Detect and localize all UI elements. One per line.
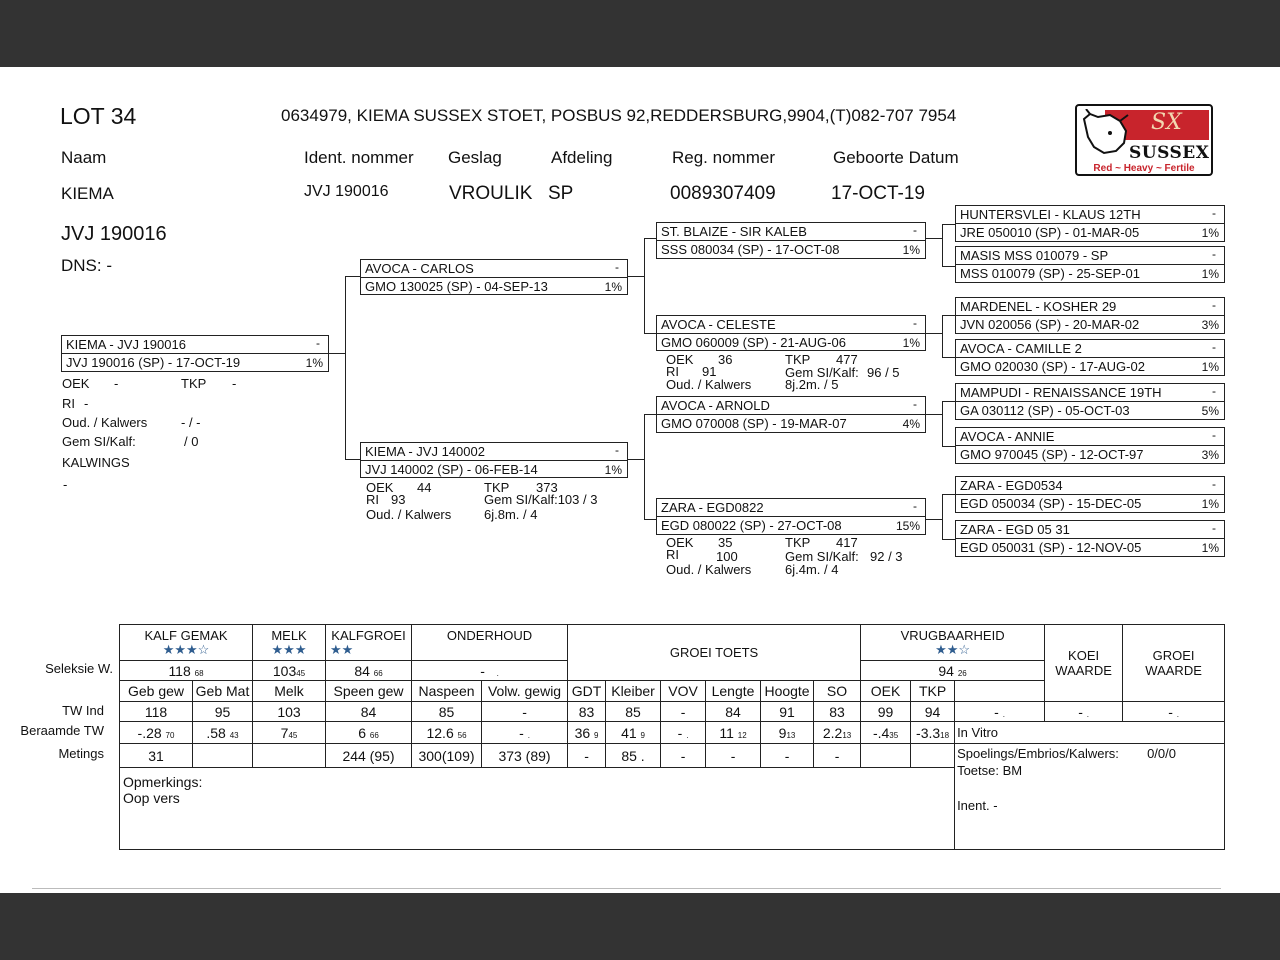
sub-lengte: Lengte: [706, 681, 761, 702]
ident-big: JVJ 190016: [61, 223, 167, 245]
row-label-metings: Metings: [58, 746, 104, 761]
ggp-box-5: MAMPUDI - RENAISSANCE 19TH - GA 030112 (SP) - 05-OCT-03 5%: [955, 383, 1225, 420]
col-naam: Naam: [61, 148, 107, 167]
col-geslag: Geslag: [448, 148, 502, 167]
sussex-logo: SX SUSSEX Red ~ Heavy ~ Fertile: [1075, 104, 1213, 176]
ggp-box-2: MASIS MSS 010079 - SP - MSS 010079 (SP) - 25-SEP-01 1%: [955, 246, 1225, 283]
spoelings-panel: Spoelings/Embrios/Kalwers: 0/0/0 Toetse: BM Inent. -: [955, 744, 1225, 850]
val-geboorte: 17-OCT-19: [831, 183, 925, 204]
metings-cell: [253, 744, 326, 768]
tw-cell: 84: [326, 702, 412, 722]
sel-onder: - .: [412, 661, 568, 681]
beraamde-cell: 41 9: [606, 722, 661, 744]
ggp-box-1: HUNTERSVLEI - KLAUS 12TH - JRE 050010 (SP) - 01-MAR-05 1%: [955, 205, 1225, 242]
beraamde-cell: 11 12: [706, 722, 761, 744]
melk-stars-icon: ★★★: [271, 642, 307, 657]
col-ident: Ident. nommer: [304, 148, 414, 167]
sub-kleiber: Kleiber: [606, 681, 661, 702]
val-naam: KIEMA: [61, 184, 114, 203]
metings-cell: 244 (95): [326, 744, 412, 768]
dns: DNS: -: [61, 256, 112, 275]
hdr-koei-waarde: KOEI WAARDE: [1045, 625, 1123, 702]
animal-box: KIEMA - JVJ 190016 - JVJ 190016 (SP) - 17-OCT-19 1%: [61, 335, 329, 372]
tw-cell: 95: [193, 702, 253, 722]
beraamde-cell: 6 66: [326, 722, 412, 744]
hdr-groei-waarde: GROEI WAARDE: [1123, 625, 1225, 702]
tw-cell: 83: [568, 702, 606, 722]
val-reg: 0089307409: [670, 183, 776, 204]
tw-cell: -: [482, 702, 568, 722]
beraamde-cell: 2.213: [814, 722, 861, 744]
sub-speen-gew: Speen gew: [326, 681, 412, 702]
beraamde-cell: 12.6 56: [412, 722, 482, 744]
beraamde-cell: 913: [761, 722, 814, 744]
sub-naspeen: Naspeen: [412, 681, 482, 702]
ggp-box-7: ZARA - EGD0534 - EGD 050034 (SP) - 15-DEC-05 1%: [955, 476, 1225, 513]
hdr-kalf-gemak: KALF GEMAK ★★★☆: [120, 625, 253, 661]
metings-cell: -: [814, 744, 861, 768]
sel-vrug: 94 26: [861, 661, 1045, 681]
sub-hoogte: Hoogte: [761, 681, 814, 702]
logo-tagline: Red ~ Heavy ~ Fertile: [1093, 163, 1195, 174]
in-vitro: In Vitro: [955, 722, 1225, 744]
tw-cell: 99: [861, 702, 911, 722]
sire-box: AVOCA - CARLOS - GMO 130025 (SP) - 04-SEP-13 1%: [360, 259, 628, 295]
dam-box: KIEMA - JVJ 140002 - JVJ 140002 (SP) - 06-FEB-14 1%: [360, 442, 628, 478]
sub-geb-mat: Geb Mat: [193, 681, 253, 702]
tw-cell: 85: [412, 702, 482, 722]
metings-cell: -: [706, 744, 761, 768]
gp-box-4: ZARA - EGD0822 - EGD 080022 (SP) - 27-OCT-08 15%: [656, 498, 926, 535]
performance-table: [119, 624, 1225, 850]
produksie-waarde-value: - .: [1123, 702, 1225, 722]
beraamde-cell: -.435: [861, 722, 911, 744]
col-afdeling: Afdeling: [551, 148, 613, 167]
tw-cell: 103: [253, 702, 326, 722]
tw-cell: 84: [706, 702, 761, 722]
metings-cell: 300(109): [412, 744, 482, 768]
metings-cell: -: [661, 744, 706, 768]
sub-tkp: TKP: [911, 681, 955, 702]
lot-number: LOT 34: [60, 103, 137, 129]
hdr-kalfgroei: KALFGROEI ★★: [326, 625, 412, 661]
metings-cell: 85 .: [606, 744, 661, 768]
row-label-twind: TW Ind: [62, 703, 104, 718]
top-bar: [0, 0, 1280, 67]
metings-cell: [911, 744, 955, 768]
logo-name: SUSSEX: [1129, 143, 1210, 163]
sel-melk: 10345: [253, 661, 326, 681]
gp-box-2: AVOCA - CELESTE - GMO 060009 (SP) - 21-AUG-06 1%: [656, 315, 926, 351]
tw-cell: 83: [814, 702, 861, 722]
hdr-onderhoud: ONDERHOUD: [412, 625, 568, 661]
kalfgroei-stars-icon: ★★: [330, 642, 354, 657]
opmerkings: Opmerkings: Oop vers: [120, 768, 955, 850]
sub-vov: VOV: [661, 681, 706, 702]
owner-info: 0634979, KIEMA SUSSEX STOET, POSBUS 92,REDDERSBURG,9904,(T)082-707 7954: [281, 106, 957, 125]
hdr-vrugbaarheid: VRUGBAARHEID ★★☆: [861, 625, 1045, 661]
sub-melk: Melk: [253, 681, 326, 702]
ggp-box-4: AVOCA - CAMILLE 2 - GMO 020030 (SP) - 17-AUG-02 1%: [955, 339, 1225, 376]
divider: [32, 888, 1221, 889]
val-afdeling: SP: [548, 183, 574, 204]
sub-so: SO: [814, 681, 861, 702]
col-reg: Reg. nommer: [672, 148, 775, 167]
val-ident: JVJ 190016: [304, 183, 389, 200]
tw-cell: 94: [911, 702, 955, 722]
sel-groei: 84 66: [326, 661, 412, 681]
beraamde-cell: 36 9: [568, 722, 606, 744]
gp-box-3: AVOCA - ARNOLD - GMO 070008 (SP) - 19-MAR-07 4%: [656, 396, 926, 433]
beraamde-cell: 745: [253, 722, 326, 744]
hdr-melk: MELK ★★★: [253, 625, 326, 661]
metings-cell: [861, 744, 911, 768]
metings-cell: -: [761, 744, 814, 768]
metings-cell: 31: [120, 744, 193, 768]
tw-cell: -: [661, 702, 706, 722]
hdr-groei-toets: GROEI TOETS: [568, 625, 861, 681]
groei-waarde-value: - .: [1045, 702, 1123, 722]
ggp-box-8: ZARA - EGD 05 31 - EGD 050031 (SP) - 12-NOV-05 1%: [955, 520, 1225, 557]
tw-cell: 118: [120, 702, 193, 722]
metings-cell: -: [568, 744, 606, 768]
val-geslag: VROULIK: [449, 183, 533, 204]
tw-cell: 91: [761, 702, 814, 722]
ggp-box-3: MARDENEL - KOSHER 29 - JVN 020056 (SP) - 20-MAR-02 3%: [955, 297, 1225, 334]
sub-geb-gew: Geb gew: [120, 681, 193, 702]
sub-volw-gewig: Volw. gewig: [482, 681, 568, 702]
metings-cell: 373 (89): [482, 744, 568, 768]
sub-oek: OEK: [861, 681, 911, 702]
vrugbaarheid-stars-icon: ★★☆: [935, 642, 971, 657]
beraamde-cell: - .: [482, 722, 568, 744]
sub-gdt: GDT: [568, 681, 606, 702]
beraamde-cell: .58 43: [193, 722, 253, 744]
beraamde-cell: -.28 70: [120, 722, 193, 744]
sel-kalf: 118 68: [120, 661, 253, 681]
col-geboorte: Geboorte Datum: [833, 148, 959, 167]
row-label-seleksie: Seleksie W.: [45, 661, 113, 676]
gp-box-1: ST. BLAIZE - SIR KALEB - SSS 080034 (SP) - 17-OCT-08 1%: [656, 222, 926, 259]
ggp-box-6: AVOCA - ANNIE - GMO 970045 (SP) - 12-OCT-97 3%: [955, 427, 1225, 464]
beraamde-cell: - .: [661, 722, 706, 744]
tw-cell: 85: [606, 702, 661, 722]
row-label-beraamde: Beraamde TW: [20, 723, 104, 738]
kalf-gemak-stars-icon: ★★★☆: [162, 642, 210, 657]
koei-waarde-value: - .: [955, 702, 1045, 722]
bottom-bar: [0, 893, 1280, 960]
metings-cell: [193, 744, 253, 768]
beraamde-cell: -3.318: [911, 722, 955, 744]
